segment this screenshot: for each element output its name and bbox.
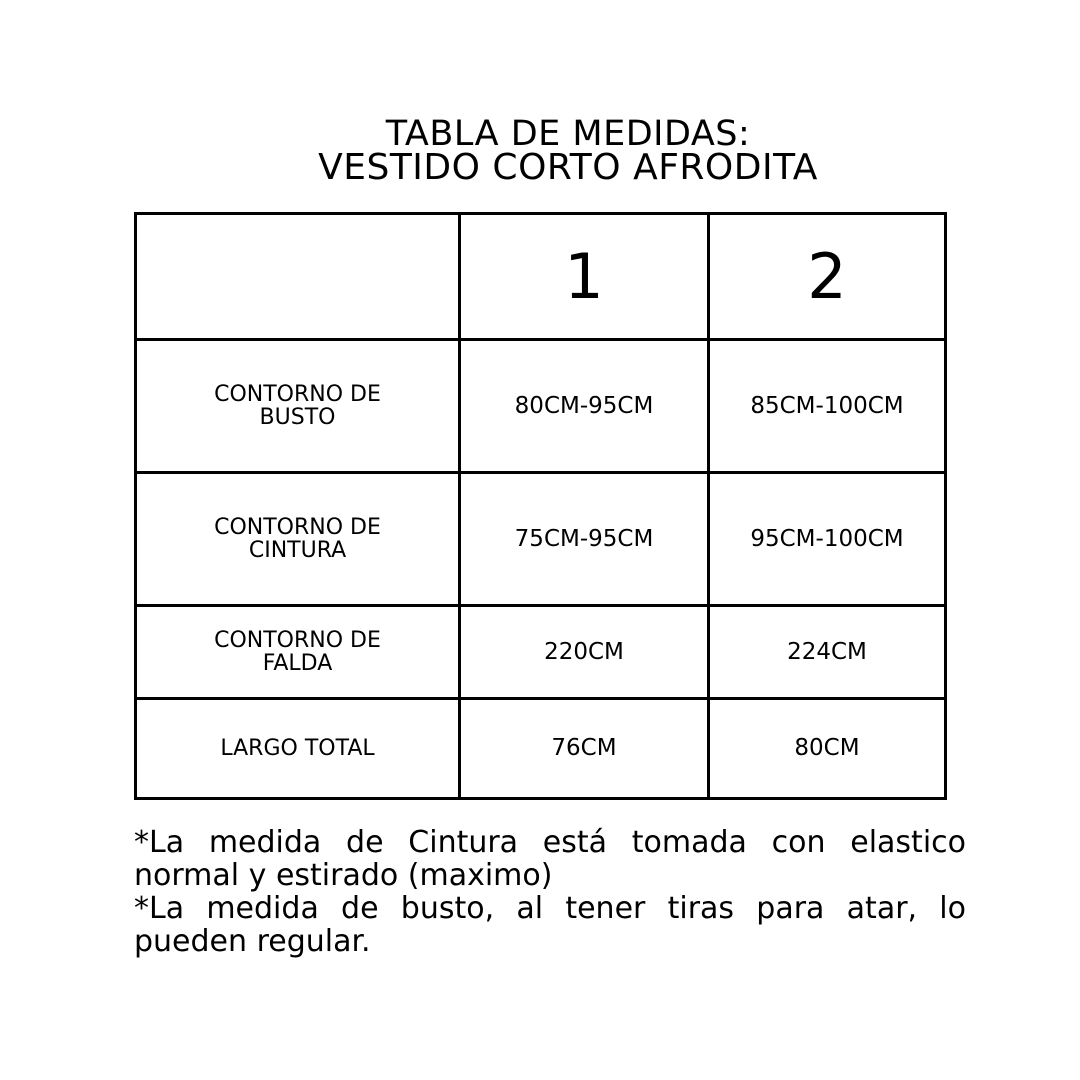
row-label-cell: [136, 473, 460, 606]
size-header-2: 2: [709, 214, 946, 340]
table-row: [136, 340, 946, 473]
value-cell: 224CM: [709, 606, 946, 699]
table-header-row: [136, 214, 946, 340]
row-label: CONTORNO DE BUSTO: [214, 382, 381, 430]
value-cell: 80CM: [709, 699, 946, 799]
notes: [134, 826, 966, 958]
size-table: [134, 212, 947, 800]
row-label-cell: [136, 340, 460, 473]
title-line-2: VESTIDO CORTO AFRODITA: [318, 147, 818, 188]
row-label-cell: [136, 699, 460, 799]
value-cell: 75CM-95CM: [460, 473, 709, 606]
table-row: [136, 699, 946, 799]
table-row: [136, 606, 946, 699]
row-label-cell: [136, 606, 460, 699]
row-label: CONTORNO DE FALDA: [214, 628, 381, 676]
size-header-1: 1: [460, 214, 709, 340]
value-cell: 80CM-95CM: [460, 340, 709, 473]
note-waist: *La medida de Cintura está tomada con elastico normal y estirado (maximo): [134, 825, 966, 893]
row-label: LARGO TOTAL: [220, 736, 375, 761]
row-label: CONTORNO DE CINTURA: [214, 515, 381, 563]
title-line-1: TABLA DE MEDIDAS:: [385, 114, 751, 154]
table-corner-cell: [136, 214, 460, 340]
value-cell: 95CM-100CM: [709, 473, 946, 606]
note-bust: *La medida de busto, al tener tiras para atar, lo pueden regular.: [134, 891, 966, 959]
value-cell: 76CM: [460, 699, 709, 799]
value-cell: 220CM: [460, 606, 709, 699]
table-row: [136, 473, 946, 606]
value-cell: 85CM-100CM: [709, 340, 946, 473]
